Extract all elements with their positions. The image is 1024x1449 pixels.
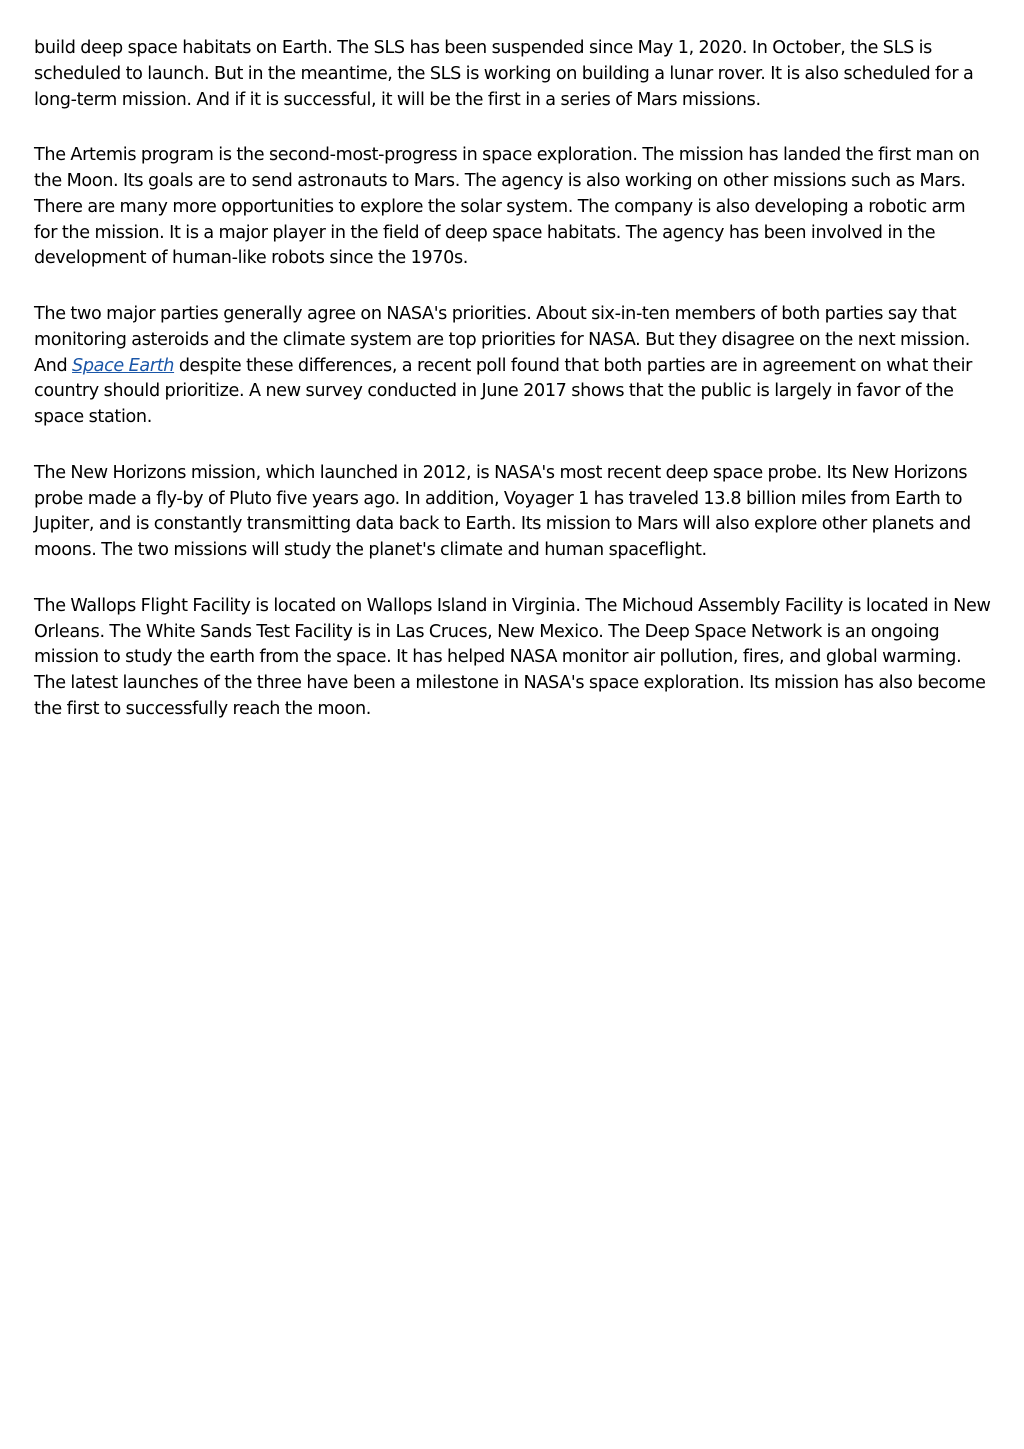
paragraph-sls: build deep space habitats on Earth. The SLS has been suspended since May 1, 2020. In October, the SLS is scheduled to launch. But in the meantime, the SLS is working on building a lunar rover. It is also scheduled for a long-term mission. And if it is successful, it will be the first in a series of Mars missions. xyxy=(34,38,974,110)
paragraph-parties xyxy=(34,302,992,431)
paragraph-new-horizons: The New Horizons mission, which launched in 2012, is NASA's most recent deep space probe. Its New Horizons probe made a fly-by of Pluto five years ago. In addition, Voyager 1 has traveled 13.8 billion miles from Earth to Jupiter, and is constantly transmitting data back to Earth. Its mission to Mars will also explore other planets and moons. The two missions will study the planet's climate and human spaceflight. xyxy=(34,462,971,561)
document-body xyxy=(34,36,992,753)
space-earth-link[interactable]: Space Earth xyxy=(72,355,175,376)
paragraph-parties-before-link: The two major parties generally agree on NASA's priorities. About six-in-ten members of both parties say that monitoring asteroids and the climate system are top priorities for NASA. But they disagree on the next mission. And xyxy=(34,303,970,376)
paragraph-parties-after-link: despite these differences, a recent poll found that both parties are in agreement on what their country should prioritize. A new survey conducted in June 2017 shows that the public is largely in favor of the space station. xyxy=(34,355,973,428)
paragraph-facilities: The Wallops Flight Facility is located on Wallops Island in Virginia. The Michoud Assembly Facility is located in New Orleans. The White Sands Test Facility is in Las Cruces, New Mexico. The Deep Space Network is an ongoing mission to study the earth from the space. It has helped NASA monitor air pollution, fires, and global warming. The latest launches of the three have been a milestone in NASA's space exploration. Its mission has also become the first to successfully reach the moon. xyxy=(34,595,991,719)
paragraph-artemis: The Artemis program is the second-most-progress in space exploration. The mission has landed the first man on the Moon. Its goals are to send astronauts to Mars. The agency is also working on other missions such as Mars. There are many more opportunities to explore the solar system. The company is also developing a robotic arm for the mission. It is a major player in the field of deep space habitats. The agency has been involved in the development of human-like robots since the 1970s. xyxy=(34,145,980,269)
